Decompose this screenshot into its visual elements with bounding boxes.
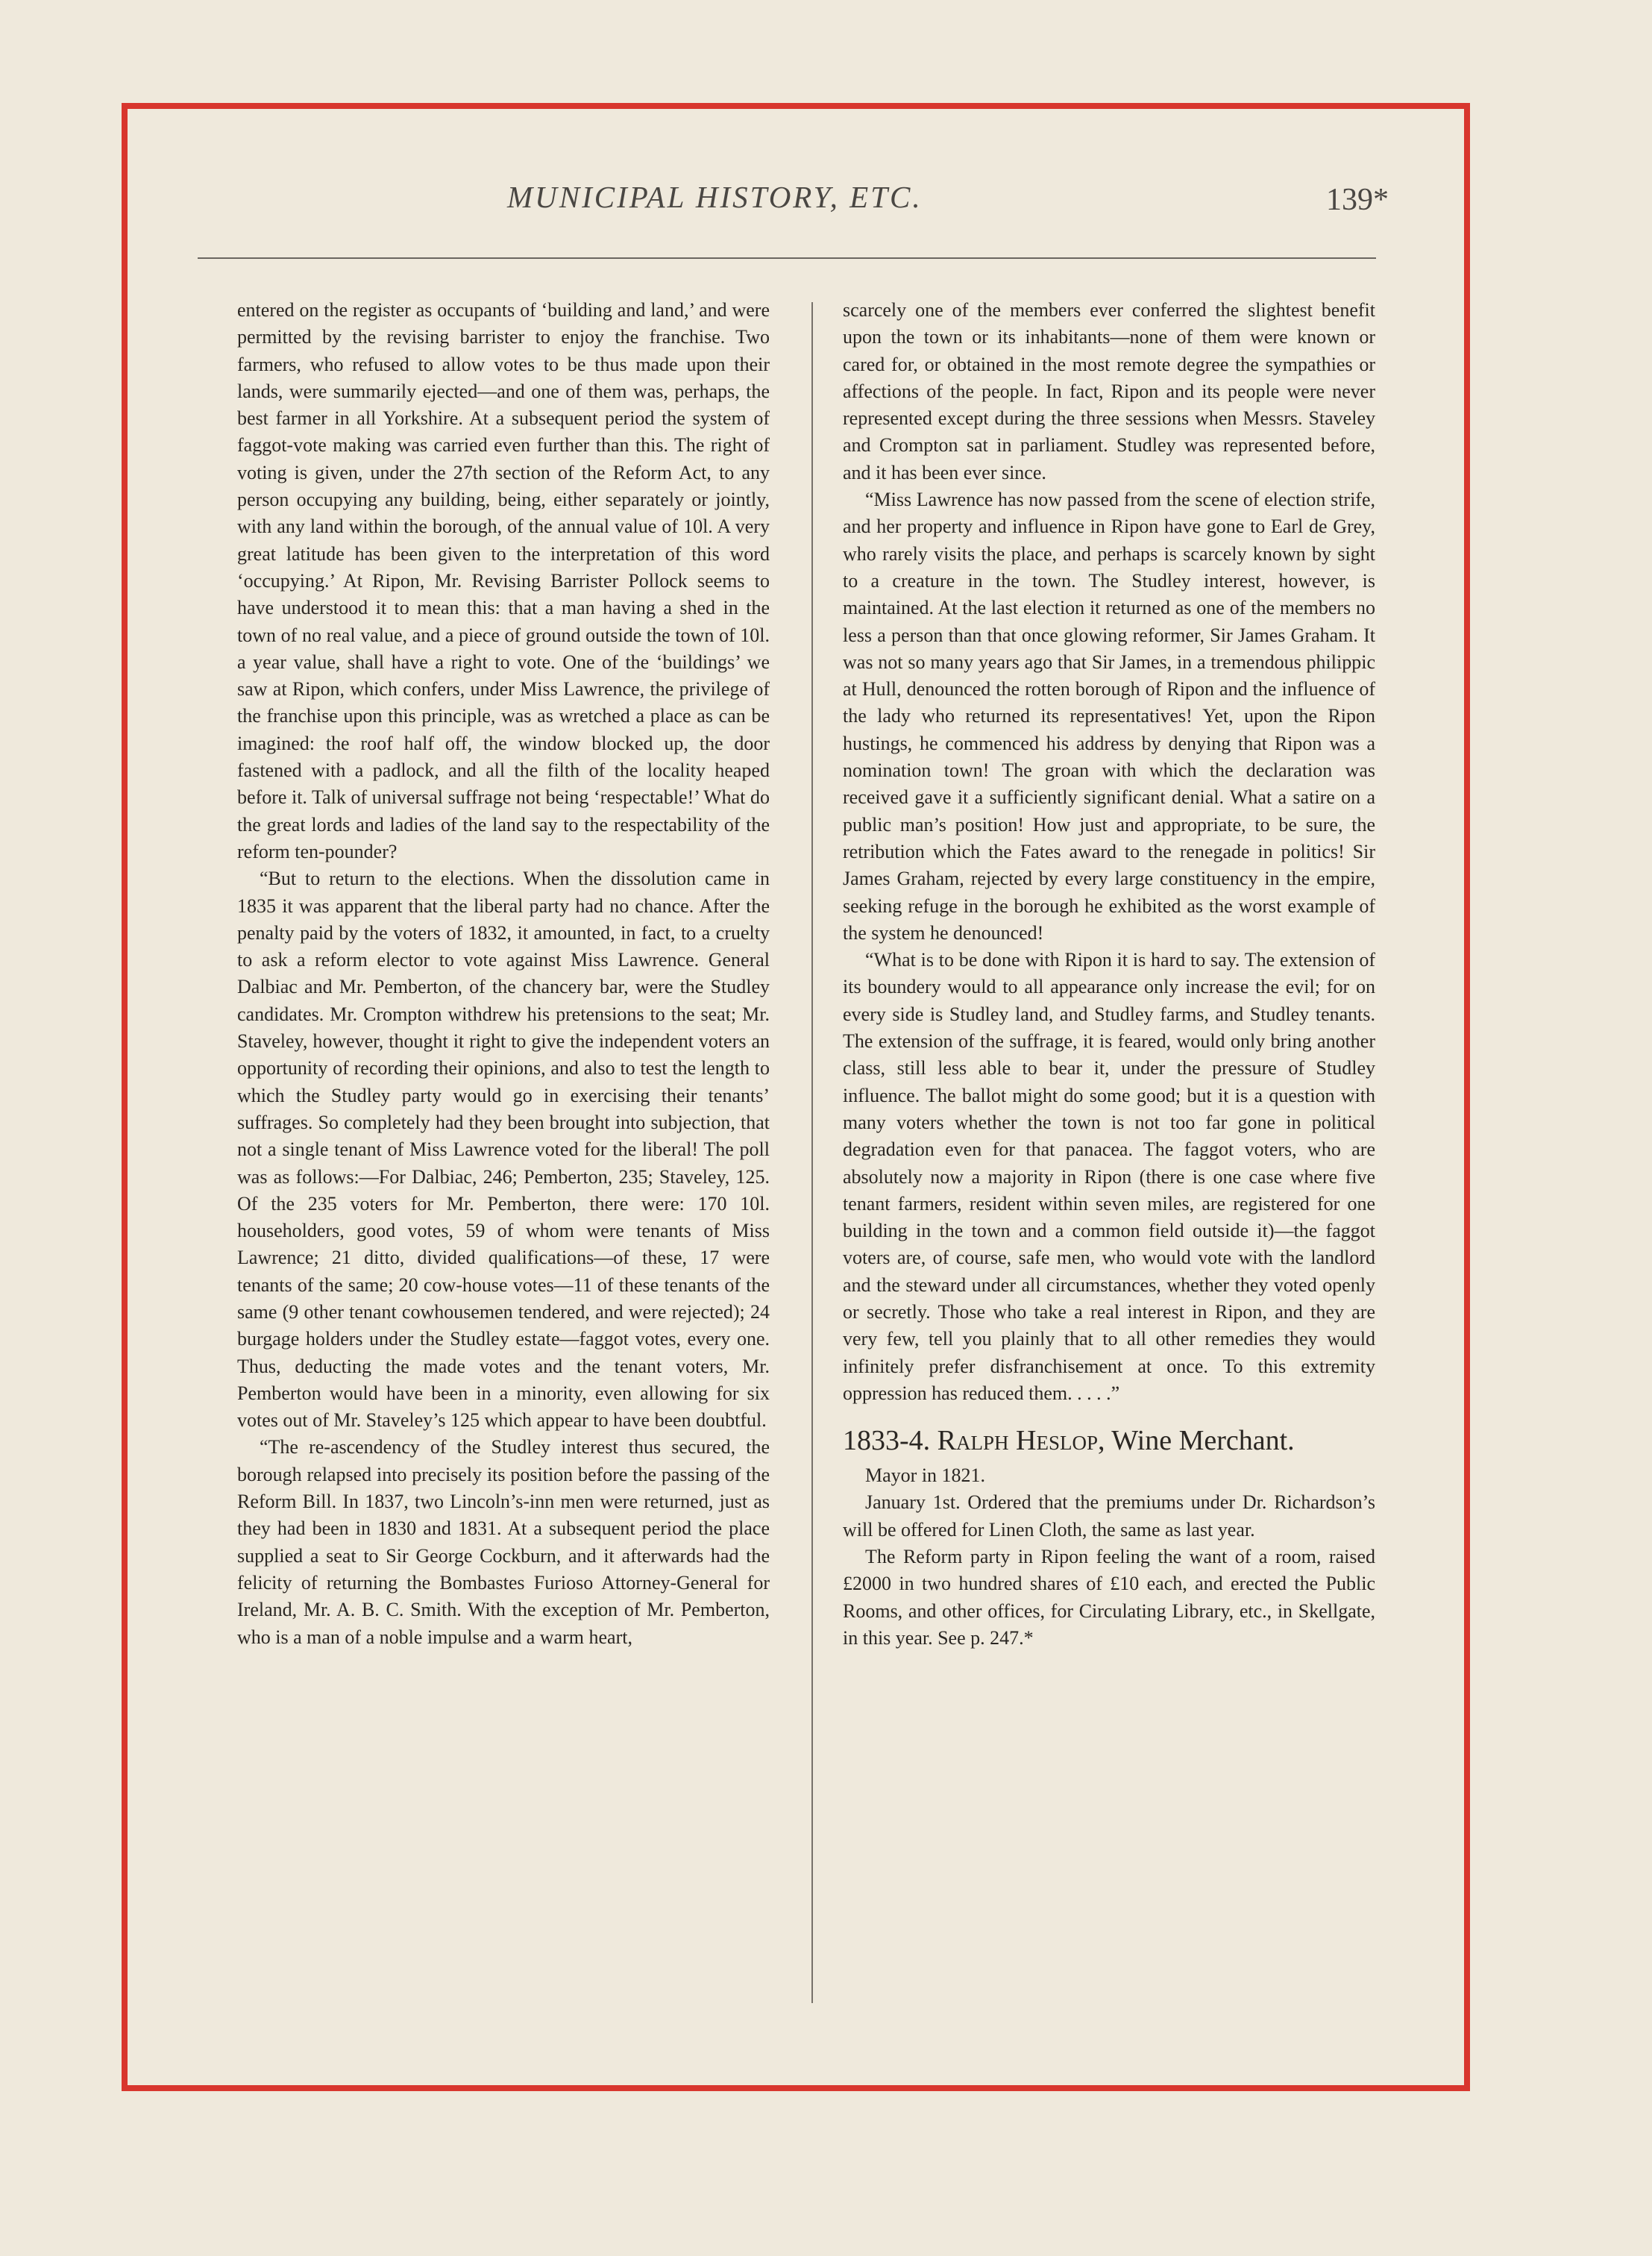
mayor-name: Ralph Heslop, bbox=[937, 1425, 1105, 1457]
paragraph: “What is to be done with Ripon it is hard to say. The extension of its boundery would to all appearance only increase the evil; for on every side is Studley land, and Studley farms, and Studley tenants. The extension of the suffrage, it is feared, would only bring another class, still less able to bear it, under the pressure of Studley influence. The ballot might do some good; but it is a question with many voters whether the town is not too far gone in political degradation even for that panacea. The faggot voters, who are absolutely now a majority in Ripon (there is one case where five tenant farmers, resident within seven miles, are registered for one building in the town and a common field outside it)—the faggot voters are, of course, safe men, who would vote with the landlord and the steward under all circumstances, whether they voted openly or secretly. Those who take a real interest in Ripon, and they are very few, tell you plainly that to all other remedies they would infinitely prefer disfranchisement at once. To this extremity oppression has reduced them. . . . .” bbox=[843, 949, 1375, 1404]
mayor-in: Mayor in 1821. bbox=[865, 1464, 986, 1487]
paragraph: “Miss Lawrence has now passed from the scene of election strife, and her property and influence in Ripon have gone to Earl de Grey, who rarely visits the place, and perhaps is scarcely known by sight to a creature in the town. The Studley interest, however, is maintained. At the last election it returned as one of the members no less a person than that once glowing reformer, Sir James Graham. It was not so many years ago that Sir James, in a tremendous philippic at Hull, denounced the rotten borough of Ripon and the influence of the lady who returned its representatives! Yet, upon the Ripon hustings, he commenced his address by denying that Ripon was a nomination town! The groan with which the declaration was received gave it a sufficiently significant denial. What a satire on a public man’s position! How just and appropriate, to be sure, the retribution which the Fates award to the renegade in politics! Sir James Graham, rejected by every large constituency in the empire, seeking refuge in the borough he exhibited as the worst example of the system he denounced! bbox=[843, 489, 1375, 944]
mayor-year: 1833-4. bbox=[843, 1425, 931, 1457]
right-column bbox=[843, 297, 1375, 1652]
paragraph: “The re-ascendency of the Studley interest thus secured, the borough relapsed into precisely its position before the passing of the Reform Bill. In 1837, two Lincoln’s-inn men were returned, just as they had been in 1830 and 1831. At a subsequent period the place supplied a seat to Sir George Cockburn, and it afterwards had the felicity of returning the Bombastes Furioso Attorney-General for Ireland, Mr. A. B. C. Smith. With the exception of Mr. Pemberton, who is a man of a noble impulse and a warm heart, bbox=[237, 1436, 770, 1648]
page-number: 139* bbox=[1326, 183, 1389, 217]
paragraph: “But to return to the elections. When the dissolution came in 1835 it was apparent that the liberal party had no chance. After the penalty paid by the voters of 1832, it amounted, in fact, to a cruelty to ask a reform elector to vote against Miss Lawrence. General Dalbiac and Mr. Pemberton, of the chancery bar, were the Studley candidates. Mr. Crompton withdrew his pretensions to the seat; Mr. Staveley, however, thought it right to give the independent voters an opportunity of recording their opinions, and also to test the length to which the Studley party would go in exercising their tenants’ suffrages. So completely had they been brought into subjection, that not a single tenant of Miss Lawrence voted for the liberal! The poll was as follows:—For Dalbiac, 246; Pemberton, 235; Staveley, 125. Of the 235 voters for Mr. Pemberton, there were: 170 10l. householders, good votes, 59 of whom were tenants of Miss Lawrence; 21 ditto, divided qualifications—of these, 17 were tenants of the same; 20 cow-house votes—11 of these tenants of the same (9 other tenant cowhousemen tendered, and were rejected); 24 burgage holders under the Studley estate—faggot votes, every one. Thus, deducting the made votes and the tenant voters, Mr. Pemberton would have been in a minority, even allowing for six votes out of Mr. Staveley’s 125 which appear to have been doubtful. bbox=[237, 868, 770, 1432]
paragraph: scarcely one of the members ever conferred the slightest benefit upon the town or its inhabitants—none of them were known or cared for, or obtained in the most remote degree the sympathies or affections of the people. In fact, Ripon and its people were never represented except during the three sessions when Messrs. Staveley and Crompton sat in parliament. Studley was represented before, and it has been ever since. bbox=[843, 299, 1375, 483]
mayor-heading bbox=[843, 1423, 1375, 1458]
paragraph: The Reform party in Ripon feeling the want of a room, raised £2000 in two hundred shares of £10 each, and erected the Public Rooms, and other offices, for Circulating Library, etc., in Skellgate, in this year. See p. 247.* bbox=[843, 1546, 1375, 1649]
paragraph: January 1st. Ordered that the premiums under Dr. Richardson’s will be offered for Linen Cloth, the same as last year. bbox=[843, 1491, 1375, 1541]
mayor-occupation: Wine Merchant. bbox=[1111, 1425, 1295, 1457]
running-title: MUNICIPAL HISTORY, ETC. bbox=[507, 180, 923, 214]
left-column bbox=[237, 297, 770, 1651]
paragraph: entered on the register as occupants of ‘building and land,’ and were permitted by the revising barrister to enjoy the franchise. Two farmers, who refused to allow votes to be thus made upon their lands, were summarily ejected—and one of them was, perhaps, the best farmer in all Yorkshire. At a subsequent period the system of faggot-vote making was carried even further than this. The right of voting is given, under the 27th section of the Reform Act, to any person occupying any building, being, either separately or jointly, with any land within the borough, of the annual value of 10l. A very great latitude has been given to the interpretation of this word ‘occupying.’ At Ripon, Mr. Revising Barrister Pollock seems to have understood it to mean this: that a man having a shed in the town of no real value, and a piece of ground outside the town of 10l. a year value, shall have a right to vote. One of the ‘buildings’ we saw at Ripon, which confers, under Miss Lawrence, the privilege of the franchise upon this principle, was as wretched a place as can be imagined: the roof half off, the window blocked up, the door fastened with a padlock, and all the filth of the locality heaped before it. Talk of universal suffrage not being ‘respectable!’ What do the great lords and ladies of the land say to the respectability of the reform ten-pounder? bbox=[237, 299, 770, 862]
column-divider bbox=[811, 302, 813, 2003]
header-rule bbox=[198, 257, 1376, 259]
